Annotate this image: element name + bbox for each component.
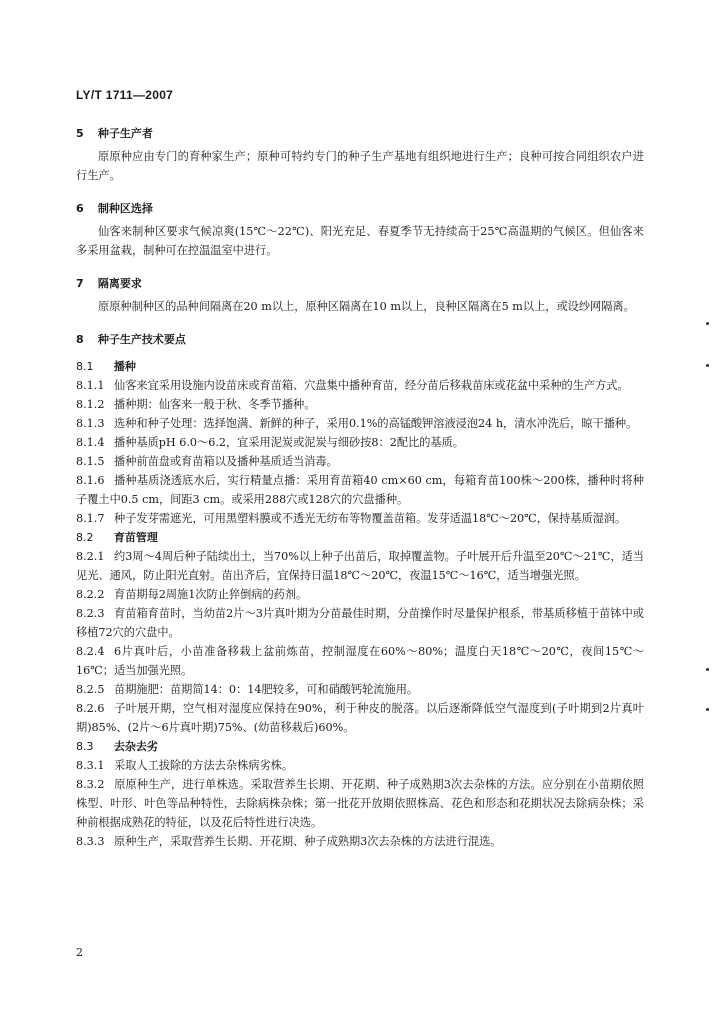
clause-number: 8.1.1 [76, 379, 105, 392]
clause-text: 育苗期每2周施1次防止猝倒病的药剂。 [114, 588, 308, 601]
subsection-number: 8.2 [76, 531, 94, 544]
scan-speck [706, 708, 709, 711]
clause-number: 8.2.1 [76, 550, 105, 563]
section-heading [76, 274, 644, 293]
clause-number: 8.2.5 [76, 683, 105, 696]
subsection-heading [76, 737, 644, 756]
clause-text: 6片真叶后，小苗准备移栽上盆前炼苗，控制湿度在60%～80%；温度白天18℃～20℃，夜间15℃～16℃；适当加强光照。 [76, 645, 644, 677]
clause-number: 8.3.3 [76, 835, 105, 848]
clause-item [76, 376, 644, 395]
clause-number: 8.1.4 [76, 436, 105, 449]
clause-text: 选种和种子处理：选择饱满、新鲜的种子，采用0.1%的高锰酸钾溶液浸泡24 h，清水冲洗后，晾干播种。 [114, 417, 638, 430]
scan-speck [706, 668, 709, 671]
clause-number: 8.3.1 [76, 759, 105, 772]
document-body [76, 124, 644, 851]
clause-item [76, 642, 644, 680]
clause-item [76, 452, 644, 471]
standard-code: LY/T 1711—2007 [76, 88, 174, 102]
scan-speck [706, 364, 709, 367]
clause-text: 种子发芽需遮光，可用黑塑料膜或不透光无纺布等物覆盖苗箱。发芽适温18℃～20℃，保持基质湿润。 [114, 512, 627, 525]
section-heading [76, 124, 644, 143]
page-number: 2 [76, 946, 83, 959]
clause-text: 仙客来宜采用设施内设苗床或育苗箱、穴盘集中播种育苗，经分苗后移栽苗床或花盆中采种的生产方式。 [114, 379, 629, 392]
clause-item [76, 699, 644, 737]
subsection-number: 8.3 [76, 740, 94, 753]
section-title: 种子生产技术要点 [97, 333, 186, 346]
clause-text: 播种基质浇透底水后，实行精量点播：采用育苗箱40 cm×60 cm，每箱育苗100株～200株，播种时将种子覆土中0.5 cm，间距3 cm。或采用288穴或128穴的穴盘播种。 [76, 474, 644, 506]
clause-number: 8.1.7 [76, 512, 105, 525]
clause-item [76, 509, 644, 528]
clause-text: 播种期：仙客来一般于秋、冬季节播种。 [114, 398, 316, 411]
scan-speck [706, 322, 709, 325]
section-paragraph: 原原种制种区的品种间隔离在20 m以上，原种区隔离在10 m以上，良种区隔离在5 m以上，或设纱网隔离。 [98, 300, 635, 313]
section-title: 制种区选择 [97, 202, 153, 215]
section-title: 种子生产者 [97, 127, 153, 140]
section-heading [76, 199, 644, 218]
clause-text: 子叶展开期，空气相对湿度应保持在90%，利于种皮的脱落。以后逐渐降低空气湿度到(子叶期到2片真叶期)85%、(2片～6片真叶期)75%、(幼苗移栽后)60%。 [76, 702, 644, 734]
clause-number: 8.2.4 [76, 645, 105, 658]
clause-text: 播种前苗盘或育苗箱以及播种基质适当消毒。 [114, 455, 338, 468]
section-title: 隔离要求 [97, 277, 142, 290]
subsection-title: 播种 [113, 360, 136, 373]
clause-text: 约3周～4周后种子陆续出土，当70%以上种子出苗后，取掉覆盖物。子叶展开后升温至20℃～21℃，适当见光、通风，防止阳光直射。苗出齐后，宜保持日温18℃～20℃，夜温15℃～16℃，适当增强光照。 [76, 550, 644, 582]
subsection-number: 8.1 [76, 360, 94, 373]
clause-item [76, 433, 644, 452]
clause-item [76, 471, 644, 509]
clause-item [76, 680, 644, 699]
clause-number: 8.2.2 [76, 588, 105, 601]
section-paragraph: 原原种应由专门的育种家生产；原种可特约专门的种子生产基地有组织地进行生产；良种可按合同组织农户进行生产。 [76, 150, 644, 182]
clause-item [76, 395, 644, 414]
clause-text: 苗期施肥：苗期简14：0：14肥较多，可和硝酸钙轮流施用。 [114, 683, 419, 696]
section-number: 8 [76, 333, 84, 346]
subsection-heading [76, 528, 644, 547]
clause-text: 播种基质pH 6.0～6.2，宜采用泥炭或泥炭与细砂按8：2配比的基质。 [114, 436, 464, 449]
subsection-heading [76, 357, 644, 376]
section-number: 5 [76, 127, 84, 140]
clause-number: 8.3.2 [76, 778, 105, 791]
clause-number: 8.1.2 [76, 398, 105, 411]
subsection-title: 去杂去劣 [113, 740, 158, 753]
clause-number: 8.2.6 [76, 702, 105, 715]
section-paragraph: 仙客来制种区要求气候凉爽(15℃～22℃)、阳光充足、春夏季节无持续高于25℃高温期的气候区。但仙客来多采用盆栽，制种可在控温温室中进行。 [76, 225, 644, 257]
clause-item [76, 604, 644, 642]
clause-number: 8.1.3 [76, 417, 105, 430]
clause-text: 采取人工拔除的方法去杂株病劣株。 [114, 759, 294, 772]
clause-item [76, 585, 644, 604]
clause-text: 原种生产，采取营养生长期、开花期、种子成熟期3次去杂株的方法进行混选。 [114, 835, 502, 848]
clause-item [76, 756, 644, 775]
clause-number: 8.1.5 [76, 455, 105, 468]
section-number: 7 [76, 277, 84, 290]
clause-text: 原原种生产，进行单株选。采取营养生长期、开花期、种子成熟期3次去杂株的方法。应分别在小苗期依照株型、叶形、叶色等品种特性，去除病株杂株；第一批花开放期依照株高、花色和形态和花期状况去除病杂株；采种前根据成熟花的特征，以及花后特性进行决选。 [76, 778, 644, 829]
clause-item [76, 775, 644, 832]
clause-item [76, 832, 644, 851]
clause-item [76, 414, 644, 433]
section-number: 6 [76, 202, 84, 215]
clause-number: 8.2.3 [76, 607, 105, 620]
subsection-title: 育苗管理 [113, 531, 158, 544]
clause-item [76, 547, 644, 585]
section-heading [76, 330, 644, 349]
clause-number: 8.1.6 [76, 474, 105, 487]
clause-text: 育苗箱育苗时，当幼苗2片～3片真叶期为分苗最佳时期，分苗操作时尽量保护根系，带基质移植于苗钵中或移植72穴的穴盘中。 [76, 607, 644, 639]
